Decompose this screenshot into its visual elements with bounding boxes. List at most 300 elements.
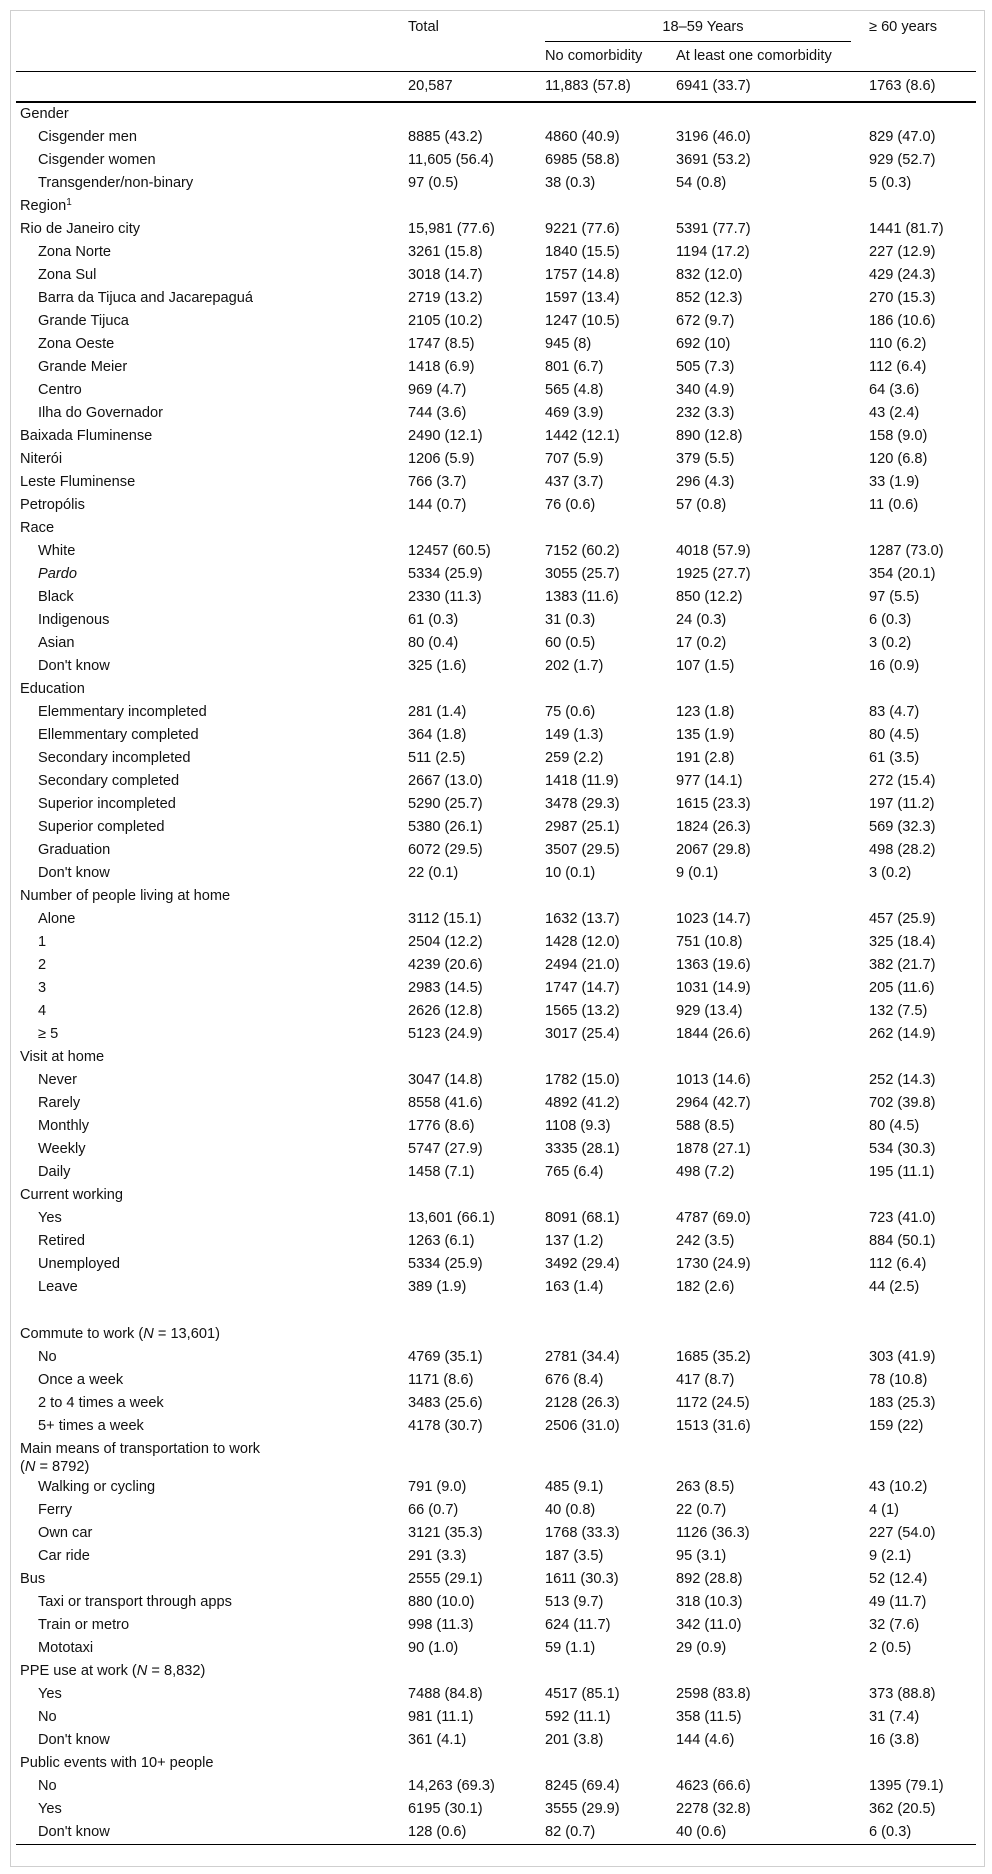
row-label: Number of people living at home — [20, 888, 231, 904]
row-value: 13,601 (66.1) — [408, 1210, 495, 1226]
row-value: 4623 (66.6) — [676, 1778, 751, 1794]
row-value: 1442 (12.1) — [545, 428, 620, 444]
row-value: 137 (1.2) — [545, 1233, 604, 1249]
row-label: Zona Norte — [38, 244, 112, 260]
row-value: 3483 (25.6) — [408, 1395, 483, 1411]
row-label: Current working — [20, 1187, 124, 1203]
row-value: 588 (8.5) — [676, 1118, 735, 1134]
row-value: 2964 (42.7) — [676, 1095, 751, 1111]
row-label: Barra da Tijuca and Jacarepaguá — [38, 290, 253, 306]
row-value: 565 (4.8) — [545, 382, 604, 398]
table-row — [16, 793, 976, 816]
row-value: 1844 (26.6) — [676, 1026, 751, 1042]
row-value: 852 (12.3) — [676, 290, 743, 306]
table-row — [16, 1683, 976, 1706]
row-value: 227 (54.0) — [869, 1525, 936, 1541]
row-label: Never — [38, 1072, 77, 1088]
row-label: Yes — [38, 1686, 62, 1702]
row-value — [865, 1323, 976, 1346]
table-row — [16, 862, 976, 885]
row-value: 5 (0.3) — [869, 175, 912, 191]
row-value: 2506 (31.0) — [545, 1418, 620, 1434]
row-value: 2781 (34.4) — [545, 1349, 620, 1365]
row-value: 291 (3.3) — [408, 1548, 467, 1564]
row-value: 16 (0.9) — [869, 658, 920, 674]
row-value: 11 (0.6) — [869, 497, 919, 513]
row-value: 4018 (57.9) — [676, 543, 751, 559]
row-value: 929 (52.7) — [869, 152, 936, 168]
row-value — [541, 195, 672, 218]
row-label: Transgender/non-binary — [38, 175, 194, 191]
row-value: 4892 (41.2) — [545, 1095, 620, 1111]
row-value: 592 (11.1) — [545, 1709, 611, 1725]
row-value: 11,605 (56.4) — [408, 152, 494, 168]
row-value: 417 (8.7) — [676, 1372, 735, 1388]
row-value: 1757 (14.8) — [545, 267, 620, 283]
row-label: Unemployed — [38, 1256, 120, 1272]
row-value: 945 (8) — [545, 336, 592, 352]
row-value: 3691 (53.2) — [676, 152, 751, 168]
row-value: 1768 (33.3) — [545, 1525, 620, 1541]
row-value: 981 (11.1) — [408, 1709, 474, 1725]
row-value: 270 (15.3) — [869, 290, 936, 306]
table-row — [16, 1614, 976, 1637]
table-row — [16, 1276, 976, 1299]
table-row — [16, 241, 976, 264]
row-value: 2105 (10.2) — [408, 313, 483, 329]
row-value — [404, 1046, 541, 1069]
row-value: 1247 (10.5) — [545, 313, 620, 329]
row-label: Own car — [38, 1525, 93, 1541]
section-row — [16, 1438, 976, 1476]
table-row — [16, 1069, 976, 1092]
row-value — [541, 885, 672, 908]
row-label: Zona Sul — [38, 267, 97, 283]
row-value: 1172 (24.5) — [676, 1395, 750, 1411]
row-value: 1023 (14.7) — [676, 911, 751, 927]
row-label: Region$^1$ — [20, 197, 72, 214]
table-row — [16, 1392, 976, 1415]
row-value: 3121 (35.3) — [408, 1525, 483, 1541]
row-value: 1418 (6.9) — [408, 359, 475, 375]
row-value: 382 (21.7) — [869, 957, 936, 973]
row-label: 1 — [38, 934, 47, 950]
row-value: 437 (3.7) — [545, 474, 604, 490]
row-label: Don't know — [16, 1821, 404, 1845]
row-value — [541, 1184, 672, 1207]
row-value: 262 (14.9) — [869, 1026, 936, 1042]
row-value: 624 (11.7) — [545, 1617, 611, 1633]
row-value — [672, 1184, 865, 1207]
table-row — [16, 747, 976, 770]
row-value: 354 (20.1) — [869, 566, 936, 582]
section-row — [16, 471, 976, 494]
table-row — [16, 931, 976, 954]
row-value: 672 (9.7) — [676, 313, 735, 329]
row-label: Ferry — [38, 1502, 73, 1518]
row-label: Pardo — [38, 566, 77, 582]
row-value — [672, 195, 865, 218]
header-age-60-plus: ≥ 60 years — [869, 19, 938, 35]
row-value — [865, 1438, 976, 1476]
row-value: 281 (1.4) — [408, 704, 467, 720]
row-value — [865, 1046, 976, 1069]
section-row — [16, 1660, 976, 1683]
row-value: 57 (0.8) — [676, 497, 727, 513]
row-label: Graduation — [38, 842, 111, 858]
row-value: 702 (39.8) — [869, 1095, 936, 1111]
table-row — [16, 1476, 976, 1499]
row-value: 191 (2.8) — [676, 750, 735, 766]
table-row — [16, 1729, 976, 1752]
row-value: 1126 (36.3) — [676, 1525, 750, 1541]
row-value: 197 (11.2) — [869, 796, 935, 812]
row-value — [541, 1046, 672, 1069]
row-label: Indigenous — [38, 612, 110, 628]
row-label: Zona Oeste — [38, 336, 115, 352]
row-value: 832 (12.0) — [676, 267, 743, 283]
row-label: Alone — [38, 911, 76, 927]
row-label: Ellemmentary completed — [38, 727, 199, 743]
row-value: 389 (1.9) — [408, 1279, 467, 1295]
row-label: Race — [20, 520, 55, 536]
row-value: 469 (3.9) — [545, 405, 604, 421]
row-value: 3507 (29.5) — [545, 842, 620, 858]
row-value — [404, 1323, 541, 1346]
row-value — [541, 102, 672, 126]
table-row — [16, 1499, 976, 1522]
row-label: 4 — [38, 1003, 47, 1019]
row-value — [672, 1438, 865, 1476]
row-value: 3017 (25.4) — [545, 1026, 620, 1042]
row-label: Niterói — [20, 451, 63, 467]
row-value: 43 (10.2) — [869, 1479, 928, 1495]
row-value — [672, 1046, 865, 1069]
row-label: White — [38, 543, 76, 559]
row-label: Centro — [38, 382, 82, 398]
row-value: 457 (25.9) — [869, 911, 936, 927]
section-row — [16, 678, 976, 701]
row-value: 1878 (27.1) — [676, 1141, 751, 1157]
row-value: 4769 (35.1) — [408, 1349, 483, 1365]
row-value: 744 (3.6) — [408, 405, 467, 421]
row-value: 373 (88.8) — [869, 1686, 936, 1702]
row-value — [865, 1660, 976, 1683]
row-value: 3112 (15.1) — [408, 911, 482, 927]
header-at-least-one-comorbidity: At least one comorbidity — [676, 48, 832, 64]
row-value: 998 (11.3) — [408, 1617, 474, 1633]
row-value: 29 (0.9) — [676, 1640, 727, 1656]
row-value: 183 (25.3) — [869, 1395, 936, 1411]
row-value: 83 (4.7) — [869, 704, 920, 720]
row-value — [672, 102, 865, 126]
row-value: 884 (50.1) — [869, 1233, 936, 1249]
row-value — [541, 1660, 672, 1683]
row-value: 850 (12.2) — [676, 589, 743, 605]
count-no-comorbidity: 11,883 (57.8) — [541, 72, 672, 103]
row-value — [672, 678, 865, 701]
row-value: 14,263 (69.3) — [408, 1778, 495, 1794]
table-row — [16, 333, 976, 356]
row-label: Taxi or transport through apps — [38, 1594, 232, 1610]
row-value: 60 (0.5) — [545, 635, 596, 651]
row-value: 1171 (8.6) — [408, 1372, 474, 1388]
row-label: Commute to work (N = 13,601) — [20, 1326, 220, 1342]
row-value: 1615 (23.3) — [676, 796, 751, 812]
row-value: 17 (0.2) — [676, 635, 727, 651]
row-value: 325 (1.6) — [408, 658, 467, 674]
row-label: Leave — [38, 1279, 78, 1295]
table-row — [16, 149, 976, 172]
table-row — [16, 1637, 976, 1660]
row-value: 40 (0.6) — [672, 1821, 865, 1845]
table-row — [16, 701, 976, 724]
row-label: Walking or cycling — [38, 1479, 156, 1495]
row-value: 3047 (14.8) — [408, 1072, 483, 1088]
table-row — [16, 1545, 976, 1568]
row-value — [404, 517, 541, 540]
row-value: 5123 (24.9) — [408, 1026, 483, 1042]
row-value — [541, 517, 672, 540]
table-row — [16, 172, 976, 195]
row-value — [672, 1752, 865, 1775]
row-value: 676 (8.4) — [545, 1372, 604, 1388]
row-value: 364 (1.8) — [408, 727, 467, 743]
row-value: 1458 (7.1) — [408, 1164, 475, 1180]
row-label: Ilha do Governador — [38, 405, 163, 421]
row-value: 10 (0.1) — [545, 865, 596, 881]
row-label: Baixada Fluminense — [20, 428, 153, 444]
row-label: Mototaxi — [38, 1640, 94, 1656]
row-value: 80 (0.4) — [408, 635, 459, 651]
row-label: Secondary completed — [38, 773, 180, 789]
row-value: 340 (4.9) — [676, 382, 735, 398]
row-value: 303 (41.9) — [869, 1349, 936, 1365]
row-value: 498 (28.2) — [869, 842, 936, 858]
row-value: 132 (7.5) — [869, 1003, 928, 1019]
count-60-plus: 1763 (8.6) — [865, 72, 976, 103]
row-value: 135 (1.9) — [676, 727, 735, 743]
row-value — [404, 1184, 541, 1207]
row-value: 534 (30.3) — [869, 1141, 936, 1157]
row-value: 163 (1.4) — [545, 1279, 604, 1295]
row-value: 252 (14.3) — [869, 1072, 936, 1088]
row-value: 5334 (25.9) — [408, 566, 483, 582]
header-age-18-59: 18–59 Years — [541, 13, 865, 42]
row-value: 2504 (12.2) — [408, 934, 483, 950]
row-value: 791 (9.0) — [408, 1479, 467, 1495]
table-row — [16, 1230, 976, 1253]
row-value: 342 (11.0) — [676, 1617, 742, 1633]
table-row — [16, 724, 976, 747]
table-row — [16, 402, 976, 425]
row-label: Daily — [38, 1164, 71, 1180]
row-value: 1263 (6.1) — [408, 1233, 475, 1249]
section-row — [16, 448, 976, 471]
row-value: 1031 (14.9) — [676, 980, 751, 996]
row-value: 158 (9.0) — [869, 428, 928, 444]
row-value: 1685 (35.2) — [676, 1349, 751, 1365]
demographics-table — [16, 13, 976, 1845]
row-value: 38 (0.3) — [545, 175, 596, 191]
row-value: 8245 (69.4) — [545, 1778, 620, 1794]
row-value: 263 (8.5) — [676, 1479, 735, 1495]
section-row — [16, 1752, 976, 1775]
row-value: 1441 (81.7) — [869, 221, 944, 237]
row-value: 9 (0.1) — [676, 865, 719, 881]
row-value: 8558 (41.6) — [408, 1095, 483, 1111]
row-value: 318 (10.3) — [676, 1594, 743, 1610]
row-value — [404, 195, 541, 218]
section-row — [16, 1568, 976, 1591]
row-value: 2987 (25.1) — [545, 819, 620, 835]
row-value: 2330 (11.3) — [408, 589, 482, 605]
row-value: 186 (10.6) — [869, 313, 936, 329]
row-value: 2 (0.5) — [869, 1640, 912, 1656]
row-value — [404, 102, 541, 126]
row-value: 80 (4.5) — [869, 1118, 920, 1134]
row-value: 829 (47.0) — [869, 129, 936, 145]
row-label: Don't know — [38, 1732, 110, 1748]
row-value: 4860 (40.9) — [545, 129, 620, 145]
row-label: Weekly — [38, 1141, 86, 1157]
row-value: 149 (1.3) — [545, 727, 604, 743]
row-value: 49 (11.7) — [869, 1594, 927, 1610]
row-value: 3555 (29.9) — [545, 1801, 620, 1817]
section-row — [16, 1323, 976, 1346]
row-value: 112 (6.4) — [869, 1256, 927, 1272]
row-value: 1747 (14.7) — [545, 980, 620, 996]
section-row — [16, 1046, 976, 1069]
table-row — [16, 264, 976, 287]
row-label: Train or metro — [38, 1617, 130, 1633]
row-value: 22 (0.7) — [676, 1502, 727, 1518]
row-value: 890 (12.8) — [676, 428, 743, 444]
row-value: 880 (10.0) — [408, 1594, 475, 1610]
row-label: Bus — [20, 1571, 46, 1587]
row-value: 362 (20.5) — [869, 1801, 936, 1817]
table-row — [16, 1706, 976, 1729]
section-row — [16, 102, 976, 126]
count-at-least-one: 6941 (33.7) — [672, 72, 865, 103]
row-value: 929 (13.4) — [676, 1003, 743, 1019]
row-value: 801 (6.7) — [545, 359, 604, 375]
row-value: 765 (6.4) — [545, 1164, 604, 1180]
row-value — [865, 195, 976, 218]
table-row — [16, 1798, 976, 1821]
row-value — [865, 1752, 976, 1775]
row-value: 182 (2.6) — [676, 1279, 735, 1295]
row-value: 1418 (11.9) — [545, 773, 619, 789]
row-value: 5380 (26.1) — [408, 819, 483, 835]
row-value: 187 (3.5) — [545, 1548, 604, 1564]
row-value — [865, 1184, 976, 1207]
row-value: 892 (28.8) — [676, 1571, 743, 1587]
row-value: 2983 (14.5) — [408, 980, 483, 996]
row-value: 6 (0.3) — [865, 1821, 976, 1845]
row-label: Grande Meier — [38, 359, 128, 375]
row-label: Visit at home — [20, 1049, 105, 1065]
row-value: 1363 (19.6) — [676, 957, 751, 973]
row-value: 707 (5.9) — [545, 451, 604, 467]
row-value — [541, 1438, 672, 1476]
section-row — [16, 1184, 976, 1207]
row-value: 1840 (15.5) — [545, 244, 620, 260]
row-value: 3492 (29.4) — [545, 1256, 620, 1272]
row-value: 358 (11.5) — [676, 1709, 742, 1725]
row-value: 379 (5.5) — [676, 451, 735, 467]
table-row — [16, 839, 976, 862]
row-label: Rio de Janeiro city — [20, 221, 141, 237]
row-value: 8885 (43.2) — [408, 129, 483, 145]
row-value: 82 (0.7) — [541, 1821, 672, 1845]
table-row — [16, 563, 976, 586]
row-value: 1194 (17.2) — [676, 244, 750, 260]
row-value: 2626 (12.8) — [408, 1003, 483, 1019]
row-value: 7152 (60.2) — [545, 543, 620, 559]
section-row — [16, 517, 976, 540]
row-value: 16 (3.8) — [869, 1732, 920, 1748]
table-row — [16, 1138, 976, 1161]
row-value: 2128 (26.3) — [545, 1395, 620, 1411]
row-label: Superior completed — [38, 819, 165, 835]
row-label: Leste Fluminense — [20, 474, 136, 490]
header-total: Total — [408, 19, 439, 35]
row-value: 2719 (13.2) — [408, 290, 483, 306]
row-value: 751 (10.8) — [676, 934, 743, 950]
row-value: 7488 (84.8) — [408, 1686, 483, 1702]
table-row — [16, 1253, 976, 1276]
row-value: 361 (4.1) — [408, 1732, 467, 1748]
row-value: 272 (15.4) — [869, 773, 936, 789]
row-value: 977 (14.1) — [676, 773, 743, 789]
row-value: 12457 (60.5) — [408, 543, 491, 559]
row-label: 5+ times a week — [38, 1418, 144, 1434]
count-total: 20,587 — [404, 72, 541, 103]
row-value: 4517 (85.1) — [545, 1686, 620, 1702]
row-value: 9 (2.1) — [869, 1548, 912, 1564]
table-row — [16, 908, 976, 931]
row-value: 429 (24.3) — [869, 267, 936, 283]
row-value — [404, 1752, 541, 1775]
row-value: 6072 (29.5) — [408, 842, 483, 858]
section-row — [16, 885, 976, 908]
row-value: 52 (12.4) — [869, 1571, 928, 1587]
row-value: 3 (0.2) — [869, 635, 912, 651]
row-value — [865, 885, 976, 908]
row-label: Public events with 10+ people — [20, 1755, 214, 1771]
row-value: 1782 (15.0) — [545, 1072, 620, 1088]
row-value: 766 (3.7) — [408, 474, 467, 490]
table-row — [16, 287, 976, 310]
row-label: 3 — [38, 980, 47, 996]
row-value: 54 (0.8) — [676, 175, 727, 191]
row-value: 3261 (15.8) — [408, 244, 483, 260]
row-value: 2067 (29.8) — [676, 842, 751, 858]
row-value: 159 (22) — [869, 1418, 924, 1434]
row-value: 75 (0.6) — [545, 704, 596, 720]
row-label: Don't know — [38, 865, 110, 881]
row-label: Car ride — [38, 1548, 90, 1564]
row-value — [404, 678, 541, 701]
section-row — [16, 218, 976, 241]
table-row — [16, 1092, 976, 1115]
row-value: 2598 (83.8) — [676, 1686, 751, 1702]
row-value: 5391 (77.7) — [676, 221, 751, 237]
table-row — [16, 1000, 976, 1023]
row-value: 2278 (32.8) — [676, 1801, 751, 1817]
row-value: 4239 (20.6) — [408, 957, 483, 973]
